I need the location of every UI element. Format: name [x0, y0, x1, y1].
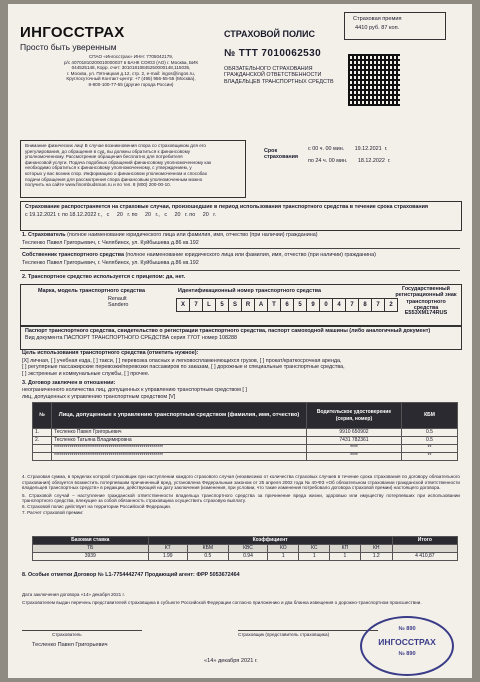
insured-sign-name: Тесленко Павел Григорьевич	[32, 642, 108, 648]
clauses: 4. Страховая сумма, в пределах которой страховщик при наступлении каждого страхового случая (независимо от количества страховых случаев в течение срока страхования по договору обязательного страхования) обязуется возместить потерпевшим причиненный вред, установлена Федеральным законом от 25 апреля 2002 года № 40-ФЗ «Об обязательном страховании гражданской ответственности владельцев транспортных средств» в редакции, действующей на дату заключения (изменения, при условии, что такие изменения потребовало договора страховой премии) настоящего договора. 5. Страховой случай – наступление гражданской ответственности владельца транспортного средства за причинение вреда жизни, здоровью или имуществу потерпевших при использовании транспортного средства, влекущее за собой обязанность страховщика осуществить страховую выплату. 6. Страховой полис действует на территории Российской Федерации. 7. Расчет страховой премии:	[22, 474, 460, 515]
purpose-options: [X] личная, [ ] учебная езда, [ ] такси, [ ] перевозка опасных и легковоспламеняющихся грузов, [ ] прокат/краткосрочная аренда, [ ] регулярные пассажирские перевозки/перевозки пассажиров по заказам, [ ] дорожные и специальные транспортные средства, [ ] экстренные и коммунальные службы, [ ] прочее.	[22, 358, 345, 377]
table-row: 3939 1.99 0.5 0.94 1 1 1 1.2 4 410,87	[33, 553, 458, 561]
insurer-details: СПАО «Ингосстрах» ИНН: 7705042179, р/с 40701810200010000037 в БАНК СОЮЗ (АО) г. Москва, БИК 044525148, Корр. счет: 30101810845250000148,115035, г. Москва, ул. Пятницкая д.12, стр. 2, e-mail: ingos@ingos.ru, Круглосуточный Контакт-центр: +7 (495) 956-55-55 (Москва), 8-800-100-77-55 (другие города России)	[64, 54, 198, 87]
table-row: ******************************************************** **** **	[33, 453, 458, 461]
insured-label: 1. Страхователь (полное наименование юридического лица или фамилия, имя, отчество (при наличии) гражданина)	[22, 232, 318, 238]
insurer-slogan: Просто быть уверенным	[20, 42, 117, 52]
policy-number: № ТТТ 7010062530	[224, 48, 322, 59]
date-note: Страхователем выдан перечень представителей страховщика в субъекте Российской Федерации согласно приложению и два бланка извещения о дорожно-транспортном происшествии.	[22, 600, 422, 605]
table-row: 2. Тесленко Татьяна Владимировна 7431 782361 0.5	[33, 437, 458, 445]
premium-label: Страховая премия	[353, 16, 402, 22]
premium-calc-table: Базовая ставка Коэффициент Итого ТБ КТ КБМ КВС КО КС КП КН 3939 1.99 0.5 0.94 1 1 1 1.2 4 410,87	[32, 536, 458, 561]
owner-value: Тесленко Павел Григорьевич, г. Челябинск, ул. Куйбышева д.86 кв.192	[22, 260, 199, 266]
notice-box: Внимание физических лиц! В случае возникновения спора со страховщиком для его урегулирования, до обращения в суд, вы должны обратиться к финансовому уполномоченному. Рассмотрение обращения бесплатно для потребителя финансовой услуги. Подача подобных обращений финансовому уполномоченному как необходимо обратиться к финансовому уполномоченному, с утверждением, у которых у вас возник спор. Информацию о финансовом уполномоченном и способах подачи обращения для рассмотрения спора финансовым уполномоченным можно получить на сайте www.finombudsman.ru и по тел. 8 (800) 200-00-10.	[20, 140, 246, 198]
premium-value: 4410 руб. 87 коп.	[355, 24, 400, 31]
drivers-label: 3. Договор заключен в отношении:	[22, 380, 116, 386]
special-remarks: 8. Особые отметки Договор № L1-7754442747 Продающий агент: ФРР 5053672464	[22, 572, 240, 578]
vin-cells: X 7 L 5 S R A T 6 5 9 0 4 7 8 7 2	[176, 298, 398, 312]
term-label: Срок страхования	[264, 148, 299, 161]
table-row: 1. Тесленко Павел Григорьевич 9910 650902 0.5	[33, 429, 458, 437]
policy-type: ОБЯЗАТЕЛЬНОГО СТРАХОВАНИЯ ГРАЖДАНСКОЙ ОТВЕТСТВЕННОСТИ ВЛАДЕЛЬЦЕВ ТРАНСПОРТНЫХ СРЕДСТВ	[224, 66, 334, 85]
vehicle-model: Renault Sandero	[108, 296, 129, 309]
model-label: Марка, модель транспортного средства	[38, 288, 145, 294]
purpose-label: Цель использования транспортного средства (отметить нужное):	[22, 350, 199, 356]
insurer-stamp: № 890 ИНГОССТРАХ № 890	[360, 616, 454, 676]
premium-box	[344, 12, 446, 40]
plate-label: Государственный регистрационный знак транспортного средства	[395, 286, 457, 312]
drivers-table: № Лица, допущенные к управлению транспортным средством (фамилия, имя, отчество) Водительское удостоверение (серия, номер) КБМ 1. Тесленко Павел Григорьевич 9910 650902 0.5 2. Тесленко Татьяна Владимировна 7431 782361 0.5 ******************************************************** **** ** ******************************************************** **** **	[32, 402, 458, 461]
drivers-line1: неограниченного количества лиц, допущенных к управлению транспортным средством [ ]	[22, 387, 247, 393]
owner-label: Собственник транспортного средства (полное наименование юридического лица или фамилия, имя, отчество (при наличии) гражданина)	[22, 252, 376, 258]
coverage-box: Страхование распространяется на страховые случаи, произошедшие в период использования транспортного средства в течение срока страхования с 19.12.2021 г. по 18.12.2022 г., с 20 г. по 20 г., с 20 г. по 20 г.	[20, 201, 462, 231]
term-to: по 24 ч. 00 мин. 18.12.2022 г.	[308, 158, 391, 164]
date-signed: Дата заключения договора «14» декабря 2021 г.	[22, 592, 125, 597]
qr-code	[348, 54, 400, 106]
table-row: ******************************************************** **** **	[33, 445, 458, 453]
insurer-logo: ИНГОССТРАХ	[20, 24, 125, 41]
term-from: с 00 ч. 00 мин. 19.12.2021 г.	[308, 146, 388, 152]
passport-box: Паспорт транспортного средства, свидетельство о регистрации транспортного средства, паспорт самоходной машины (либо аналогичный документ) Вид документа ПАСПОРТ ТРАНСПОРТНОГО СРЕДСТВА серия 77ОТ номер 108288	[20, 326, 462, 350]
policy-title: СТРАХОВОЙ ПОЛИС	[224, 29, 316, 39]
insured-sign-label: Страхователь	[52, 632, 82, 637]
plate-value: Е553ХМ174RUS	[404, 310, 448, 316]
insured-value: Тесленко Павел Григорьевич, г. Челябинск, ул. Куйбышева д.86 кв.192	[22, 240, 199, 246]
drivers-line2: лиц, допущенных к управлению транспортным средством [V]	[22, 394, 176, 400]
policy-sheet	[8, 4, 472, 678]
sign-date: «14» декабря 2021 г.	[204, 658, 258, 664]
trailer-line: 2. Транспортное средство используется с прицепом: да, нет.	[22, 274, 186, 280]
insurer-sign-label: Страховщик (представитель страховщика)	[238, 632, 330, 637]
vin-label: Идентификационный номер транспортного средства	[178, 288, 321, 294]
